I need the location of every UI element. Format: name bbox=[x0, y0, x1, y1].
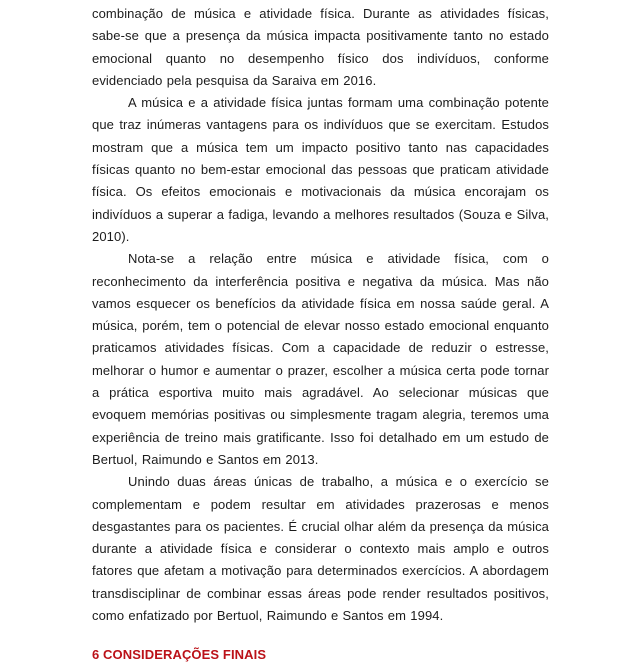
section-heading: 6 CONSIDERAÇÕES FINAIS bbox=[92, 647, 267, 663]
body-paragraph: Unindo duas áreas únicas de trabalho, a música e o exercício se complementam e podem resultar em atividades prazerosas e menos desgastantes para os pacientes. É crucial olhar além da presença da música durante a atividade física e considerar o contexto mais amplo e outros fatores que afetam a motivação para determinados exercícios. A abordagem transdisciplinar de combinar essas áreas pode render resultados positivos, como enfatizado por Bertuol, Raimundo e Santos em 1994. bbox=[92, 474, 549, 624]
body-paragraph: A música e a atividade física juntas formam uma combinação potente que traz inúmeras vantagens para os indivíduos que se exercitam. Estudos mostram que a música tem um impacto positivo tanto nas capacidades físicas quanto no bem-estar emocional das pessoas que praticam atividade física. Os efeitos emocionais e motivacionais da música encorajam os indivíduos a superar a fadiga, levando a melhores resultados (Souza e Silva, 2010). bbox=[92, 95, 549, 244]
document-body bbox=[92, 3, 549, 627]
body-paragraph: Nota-se a relação entre música e atividade física, com o reconhecimento da interferência positiva e negativa da música. Mas não vamos esquecer os benefícios da atividade física em nossa saúde geral. A música, porém, tem o potencial de elevar nosso estado emocional enquanto praticamos atividades físicas. Com a capacidade de reduzir o estresse, melhorar o humor e aumentar o prazer, escolher a música certa pode tornar a prática esportiva muito mais agradável. Ao selecionar músicas que evoquem memórias positivas ou simplesmente tragam alegria, teremos uma experiência de treino mais gratificante. Isso foi detalhado em um estudo de Bertuol, Raimundo e Santos em 2013. bbox=[92, 251, 549, 467]
body-paragraph: combinação de música e atividade física. Durante as atividades físicas, sabe-se que a presença da música impacta positivamente tanto no estado emocional quanto no desempenho físico dos indivíduos, conforme evidenciado pela pesquisa da Saraiva em 2016. bbox=[92, 6, 549, 88]
